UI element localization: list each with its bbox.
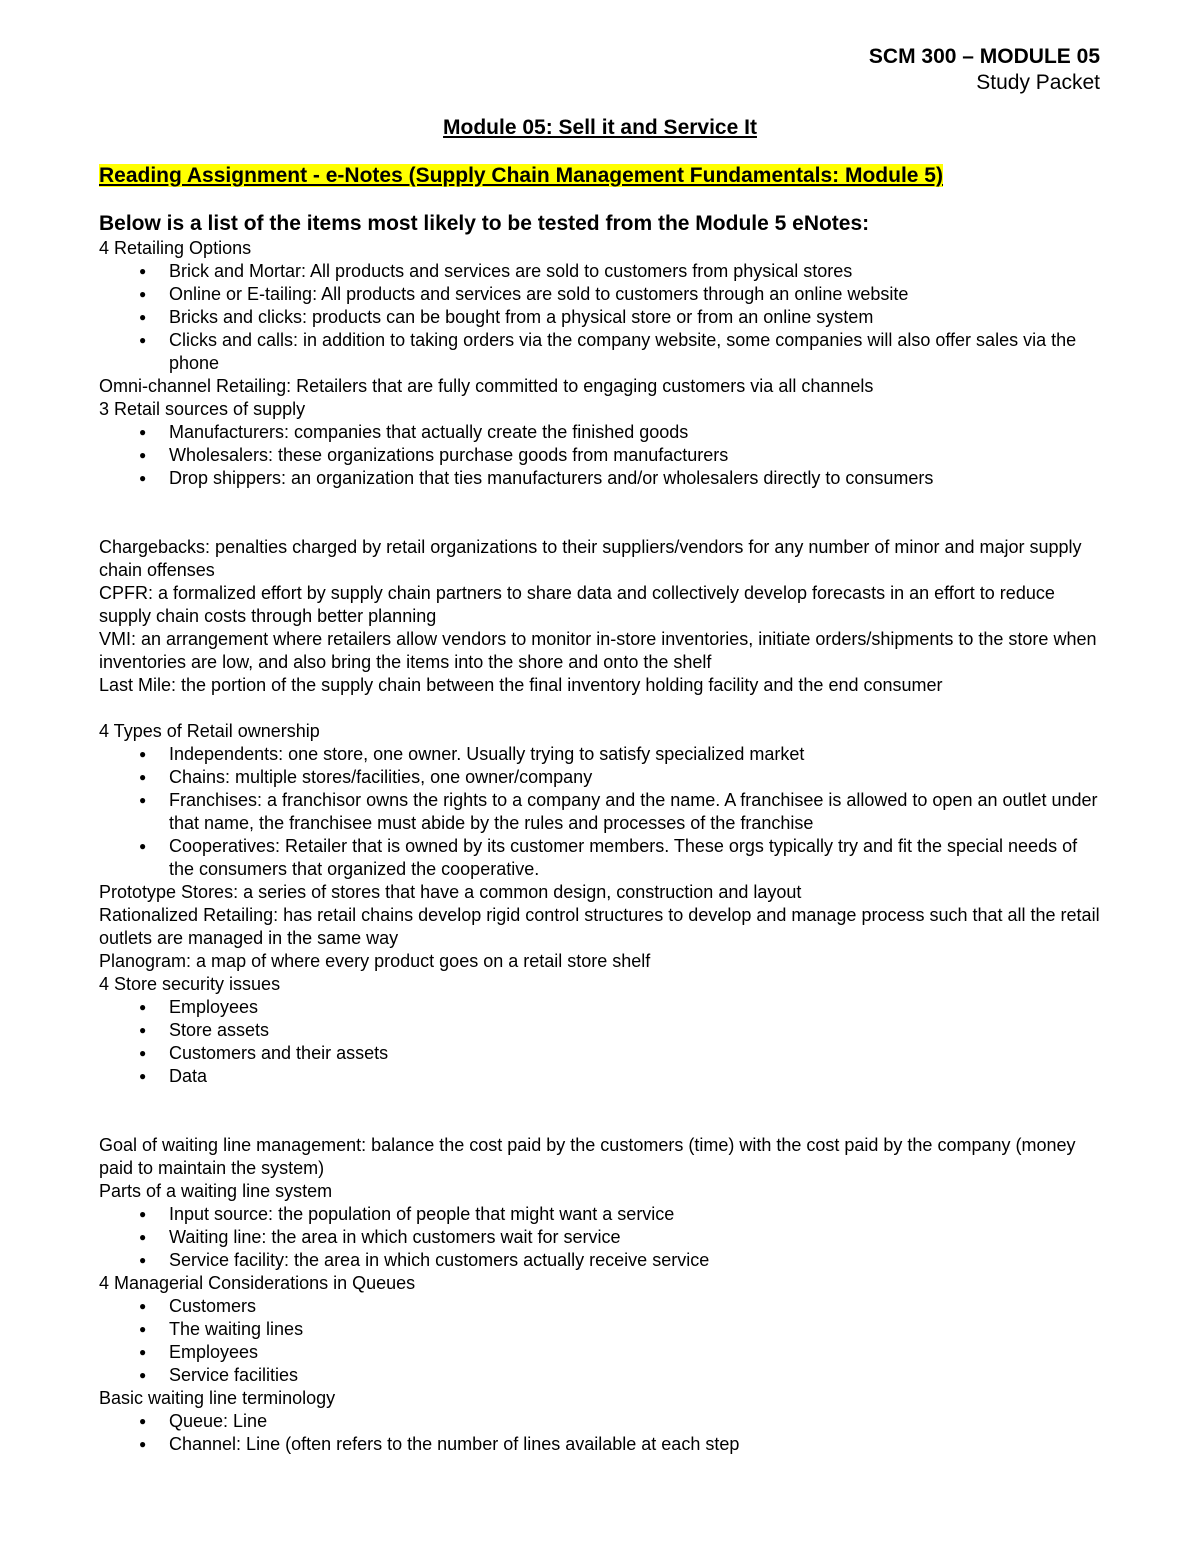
list-item: ● Cooperatives: Retailer that is owned by its customer members. These orgs typically try and fit the special needs of the consumers that organized the cooperative. bbox=[99, 835, 1104, 881]
list-item: ● Customers bbox=[99, 1295, 1104, 1318]
supply-sources-list bbox=[99, 421, 1104, 490]
ownership-list bbox=[99, 743, 1104, 881]
header-subtitle: Study Packet bbox=[976, 71, 1100, 94]
retailing-options-list bbox=[99, 260, 1104, 375]
document-body bbox=[99, 237, 1104, 1456]
retailing-options-heading: 4 Retailing Options bbox=[99, 238, 252, 258]
course-code: SCM 300 – MODULE 05 bbox=[868, 45, 1100, 68]
list-item: ● Waiting line: the area in which customers wait for service bbox=[99, 1226, 1104, 1249]
list-item: ● Bricks and clicks: products can be bought from a physical store or from an online system bbox=[99, 306, 1104, 329]
terminology-list bbox=[99, 1410, 1104, 1456]
list-item: ● Manufacturers: companies that actually create the finished goods bbox=[99, 421, 1104, 444]
section-spacer bbox=[99, 697, 1104, 720]
list-item: ● Queue: Line bbox=[99, 1410, 1104, 1433]
list-item: ● Clicks and calls: in addition to taking orders via the company website, some companies will also offer sales via the phone bbox=[99, 329, 1104, 375]
last-mile-definition: Last Mile: the portion of the supply chain between the final inventory holding facility and the end consumer bbox=[99, 675, 943, 695]
page-title: Module 05: Sell it and Service It bbox=[443, 116, 757, 139]
prototype-stores-definition: Prototype Stores: a series of stores that have a common design, construction and layout bbox=[99, 882, 802, 902]
list-item: ● Independents: one store, one owner. Usually trying to satisfy specialized market bbox=[99, 743, 1104, 766]
list-item: ● Channel: Line (often refers to the number of lines available at each step bbox=[99, 1433, 1104, 1456]
tested-items-heading: Below is a list of the items most likely to be tested from the Module 5 eNotes: bbox=[99, 212, 870, 235]
list-item: ● Brick and Mortar: All products and services are sold to customers from physical stores bbox=[99, 260, 1104, 283]
page-header bbox=[869, 44, 1100, 96]
reading-assignment bbox=[99, 163, 943, 189]
list-item: ● Service facilities bbox=[99, 1364, 1104, 1387]
terminology-heading: Basic waiting line terminology bbox=[99, 1388, 336, 1408]
chargebacks-definition: Chargebacks: penalties charged by retail organizations to their suppliers/vendors for any number of minor and major supply chain offenses bbox=[99, 537, 1082, 580]
waiting-line-goal: Goal of waiting line management: balance the cost paid by the customers (time) with the cost paid by the company (money paid to maintain the system) bbox=[99, 1135, 1076, 1178]
list-item: ● Drop shippers: an organization that ties manufacturers and/or wholesalers directly to consumers bbox=[99, 467, 1104, 490]
section-spacer bbox=[99, 490, 1104, 536]
list-item: ● Data bbox=[99, 1065, 1104, 1088]
list-item: ● Input source: the population of people that might want a service bbox=[99, 1203, 1104, 1226]
security-list bbox=[99, 996, 1104, 1088]
list-item: ● The waiting lines bbox=[99, 1318, 1104, 1341]
reading-assignment-text: Reading Assignment - e-Notes (Supply Chain Management Fundamentals: Module 5) bbox=[99, 164, 943, 187]
security-heading: 4 Store security issues bbox=[99, 974, 281, 994]
planogram-definition: Planogram: a map of where every product goes on a retail store shelf bbox=[99, 951, 651, 971]
ownership-heading: 4 Types of Retail ownership bbox=[99, 721, 320, 741]
list-item: ● Store assets bbox=[99, 1019, 1104, 1042]
waiting-line-parts-heading: Parts of a waiting line system bbox=[99, 1181, 333, 1201]
omni-channel-definition: Omni-channel Retailing: Retailers that are fully committed to engaging customers via all channels bbox=[99, 376, 874, 396]
list-item: ● Wholesalers: these organizations purchase goods from manufacturers bbox=[99, 444, 1104, 467]
considerations-list bbox=[99, 1295, 1104, 1387]
list-item: ● Online or E-tailing: All products and services are sold to customers through an online website bbox=[99, 283, 1104, 306]
waiting-line-parts-list bbox=[99, 1203, 1104, 1272]
considerations-heading: 4 Managerial Considerations in Queues bbox=[99, 1273, 416, 1293]
list-item: ● Service facility: the area in which customers actually receive service bbox=[99, 1249, 1104, 1272]
supply-sources-heading: 3 Retail sources of supply bbox=[99, 399, 306, 419]
list-item: ● Employees bbox=[99, 996, 1104, 1019]
rationalized-retailing-definition: Rationalized Retailing: has retail chains develop rigid control structures to develop and manage process such that all the retail outlets are managed in the same way bbox=[99, 905, 1100, 948]
list-item: ● Customers and their assets bbox=[99, 1042, 1104, 1065]
list-item: ● Employees bbox=[99, 1341, 1104, 1364]
list-item: ● Franchises: a franchisor owns the rights to a company and the name. A franchisee is allowed to open an outlet under that name, the franchisee must abide by the rules and processes of the franchise bbox=[99, 789, 1104, 835]
list-item: ● Chains: multiple stores/facilities, one owner/company bbox=[99, 766, 1104, 789]
section-spacer bbox=[99, 1088, 1104, 1134]
vmi-definition: VMI: an arrangement where retailers allow vendors to monitor in-store inventories, initiate orders/shipments to the store when inventories are low, and also bring the items into the shore and onto the shelf bbox=[99, 629, 1097, 672]
cpfr-definition: CPFR: a formalized effort by supply chain partners to share data and collectively develop forecasts in an effort to reduce supply chain costs through better planning bbox=[99, 583, 1055, 626]
